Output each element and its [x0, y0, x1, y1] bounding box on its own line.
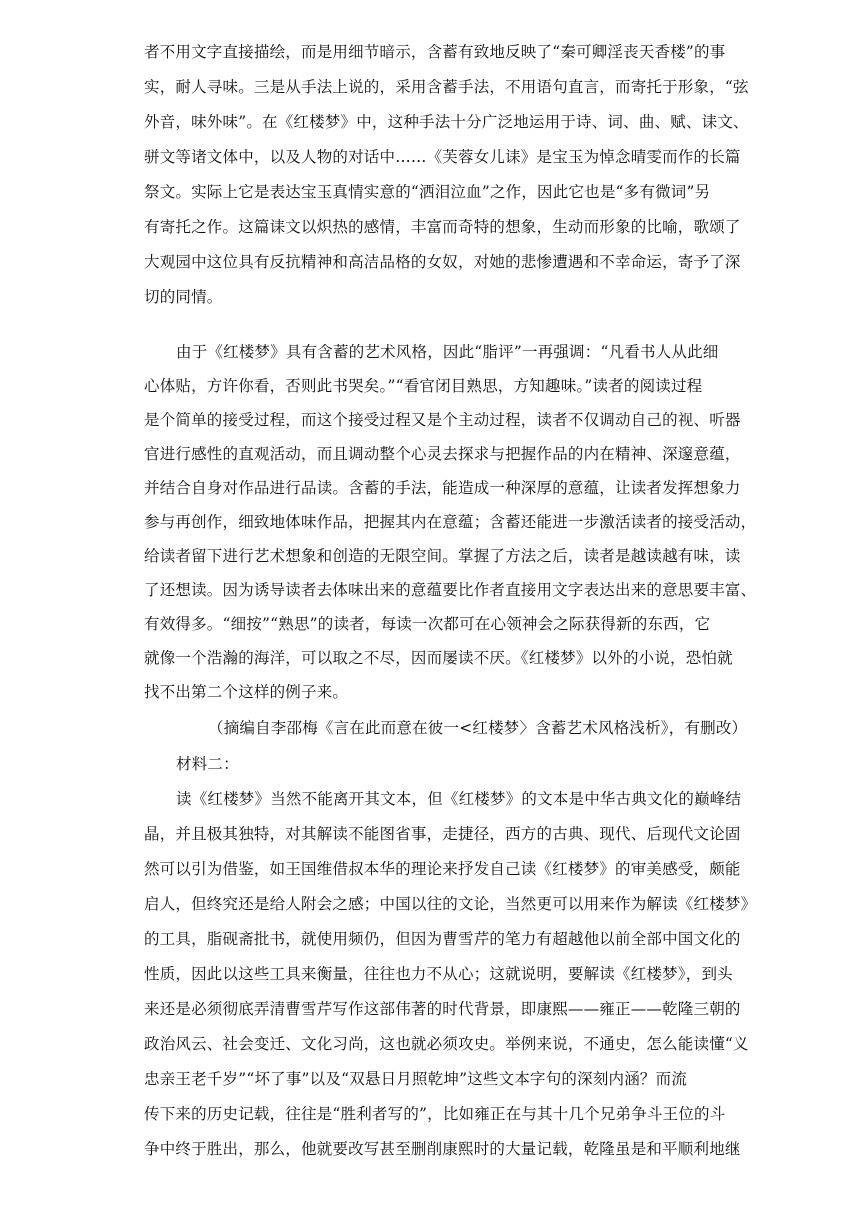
text-line: 有效得多。“细按”“熟思”的读者，每读一次都可在心领神会之际获得新的东西，它	[144, 615, 711, 633]
text-line: 由于《红楼梦》具有含蓄的艺术风格，因此“脂评”一再强调：“凡看书人从此细	[176, 343, 719, 361]
text-line: 外音，味外味”。在《红楼梦》中，这种手法十分广泛地运用于诗、词、曲、赋、诔文、	[144, 113, 749, 131]
text-line: 就像一个浩瀚的海洋，可以取之不尽，因而屡读不厌。《红楼梦》以外的小说，恐怕就	[144, 649, 733, 667]
text-line: 心体贴，方许你看，否则此书哭矣。”“看官闭目熟思，方知趣味。”读者的阅读过程	[144, 377, 703, 395]
text-line: 了还想读。因为诱导读者去体味出来的意蕴要比作者直接用文字表达出来的意思要丰富、	[144, 581, 757, 599]
text-line: 读《红楼梦》当然不能离开其文本，但《红楼梦》的文本是中华古典文化的巅峰结	[176, 790, 742, 808]
text-line: 找不出第二个这样的例子来。	[144, 683, 349, 701]
text-line: 性质，因此以这些工具来衡量，往往也力不从心；这就说明，要解读《红楼梦》，到头	[144, 965, 733, 983]
text-line: 官进行感性的直观活动，而且调动整个心灵去探求与把握作品的内在精神、深邃意蕴，	[144, 445, 741, 463]
text-line: 并结合自身对作品进行品读。含蓄的手法，能造成一种深厚的意蕴，让读者发挥想象力	[144, 479, 741, 497]
text-line: 祭文。实际上它是表达宝玉真情实意的“洒泪泣血”之作，因此它也是“多有微词”另	[144, 183, 711, 201]
text-line: 晶，并且极其独特，对其解读不能图省事，走捷径，西方的古典、现代、后现代文论固	[144, 825, 741, 843]
text-line: 大观园中这位具有反抗精神和高洁品格的女奴，对她的悲惨遭遇和不幸命运，寄予了深	[144, 253, 741, 271]
text-line: 来还是必须彻底弄清曹雪芹写作这部伟著的时代背景，即康熙——雍正——乾隆三朝的	[144, 1000, 741, 1018]
text-line: 骈文等诸文体中，以及人物的对话中……《芙蓉女儿诔》是宝玉为悼念晴雯而作的长篇	[144, 148, 741, 166]
text-line: 的工具，脂砚斋批书，就使用频仍，但因为曹雪芹的笔力有超越他以前全部中国文化的	[144, 930, 741, 948]
text-line: 切的同情。	[144, 288, 223, 306]
text-line: 参与再创作，细致地体味作品，把握其内在意蕴；含蓄还能进一步激活读者的接受活动，	[144, 513, 757, 531]
text-line: 忠亲王老千岁”“坏了事”以及“双悬日月照乾坤”这些文本字句的深刻内涵？而流	[144, 1070, 688, 1088]
text-line: 启人，但终究还是给人附会之感；中国以往的文论，当然更可以用来作为解读《红楼梦》	[144, 895, 757, 913]
text-line: 传下来的历史记载，往往是“胜利者写的”，比如雍正在与其十几个兄弟争斗王位的斗	[144, 1105, 726, 1123]
text-line: 政治风云、社会变迁、文化习尚，这也就必须攻史。举例来说，不通史，怎么能读懂“义	[144, 1035, 749, 1053]
text-line: 给读者留下进行艺术想象和创造的无限空间。掌握了方法之后，读者是越读越有味，读	[144, 547, 741, 565]
text-line: 然可以引为借鉴，如王国维借叔本华的理论来抒发自己读《红楼梦》的审美感受，颇能	[144, 860, 741, 878]
source-note: （摘编自李邵梅《言在此而意在彼一<红楼梦〉含蓄艺术风格浅析》，有删改）	[208, 719, 748, 737]
text-line: 有寄托之作。这篇诔文以炽热的感情，丰富而奇特的想象，生动而形象的比喻，歌颂了	[144, 218, 741, 236]
text-line: 实，耐人寻味。三是从手法上说的，采用含蓄手法，不用语句直言，而寄托于形象，“弦	[144, 78, 749, 96]
section-label: 材料二：	[176, 755, 239, 773]
text-line: 者不用文字直接描绘，而是用细节暗示，含蓄有致地反映了“秦可卿淫丧天香楼”的事	[144, 43, 726, 61]
text-line: 是个简单的接受过程，而这个接受过程又是个主动过程，读者不仅调动自己的视、听器	[144, 411, 741, 429]
text-line: 争中终于胜出，那么，他就要改写甚至删削康熙时的大量记载，乾隆虽是和平顺利地继	[144, 1140, 741, 1158]
